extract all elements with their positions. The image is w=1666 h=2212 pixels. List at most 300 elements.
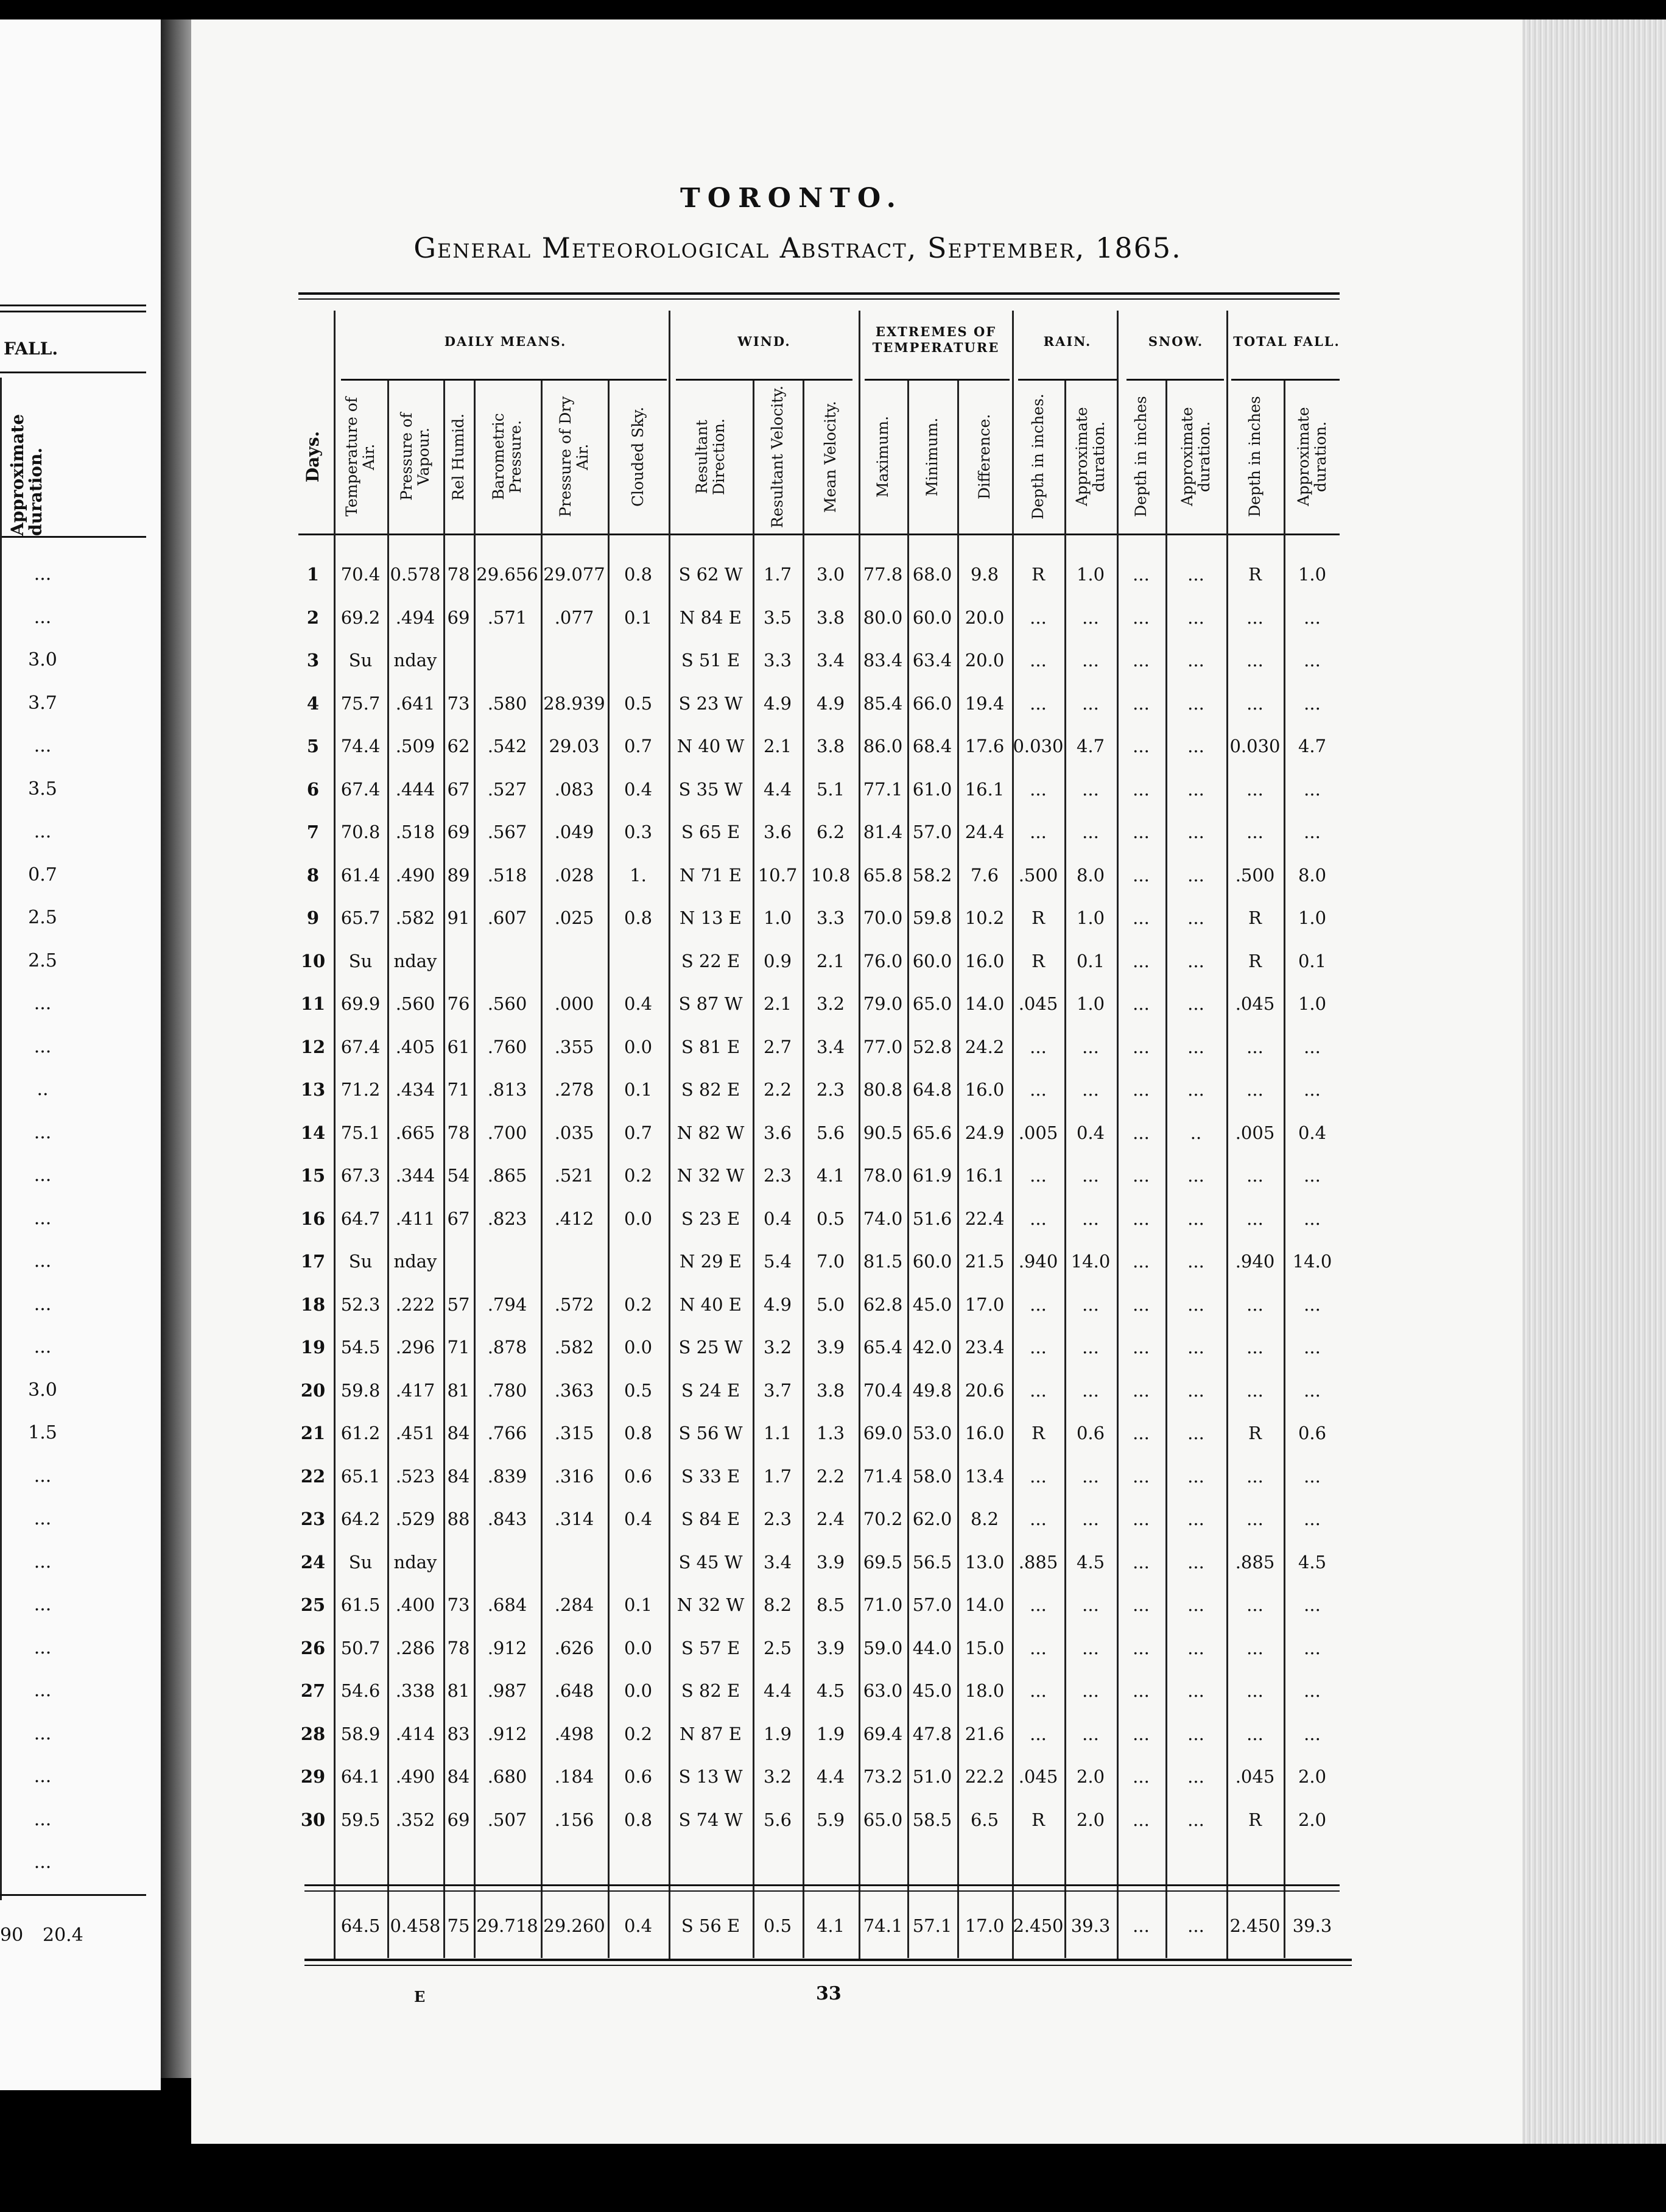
total-cell: 39.3 [1292, 1915, 1332, 1936]
table-cell: .509 [395, 736, 435, 756]
table-cell: 73.2 [863, 1766, 903, 1787]
total-cell: 2.450 [1013, 1915, 1064, 1936]
table-cell: .005 [1018, 1122, 1058, 1143]
table-cell: .684 [487, 1594, 527, 1615]
table-cell: 8.5 [816, 1594, 845, 1615]
table-cell: .344 [395, 1165, 435, 1186]
table-cell: ... [1133, 864, 1150, 886]
table-cell: 2.3 [816, 1079, 845, 1100]
table-cell: 76.0 [863, 950, 903, 971]
day-number: 22 [300, 1465, 326, 1487]
group-rain: RAIN. [1043, 334, 1092, 349]
table-cell: 64.2 [340, 1509, 381, 1529]
day-number: 13 [300, 1079, 326, 1100]
table-cell: 0.0 [624, 1036, 653, 1057]
table-cell: 0.6 [1076, 1423, 1105, 1443]
table-cell: 70.4 [863, 1379, 903, 1401]
table-cell: ... [1030, 1079, 1047, 1100]
table-cell: 0.4 [624, 993, 653, 1014]
table-cell: 14.0 [1070, 1251, 1111, 1272]
table-cell: ... [1082, 1509, 1099, 1529]
left-page-value: ... [33, 1465, 52, 1487]
table-cell: 77.1 [863, 778, 903, 800]
table-cell: 4.4 [763, 778, 792, 800]
table-cell: ... [1030, 1036, 1047, 1057]
table-cell: ... [1246, 1465, 1264, 1487]
table-cell: 81 [447, 1379, 470, 1401]
table-cell: S 62 W [678, 564, 743, 585]
table-cell: ... [1304, 1637, 1321, 1658]
table-cell: .885 [1235, 1551, 1275, 1573]
table-cell: 71.0 [863, 1594, 903, 1615]
page-title: TORONTO. [680, 183, 903, 214]
table-cell: 45.0 [912, 1294, 952, 1315]
table-cell: 62.0 [912, 1509, 952, 1529]
table-cell: ... [1133, 692, 1150, 714]
table-cell: 58.2 [912, 864, 952, 886]
table-cell: 3.9 [816, 1637, 845, 1658]
left-page-value: .. [37, 1079, 49, 1100]
table-cell: .518 [395, 822, 435, 842]
table-cell: .314 [554, 1509, 594, 1529]
column-header: Maximum. [874, 415, 891, 498]
table-cell: 3.6 [763, 822, 792, 842]
table-cell: 22.2 [965, 1766, 1005, 1787]
left-page-value: 2.5 [28, 949, 57, 971]
table-cell: 3.0 [816, 564, 845, 585]
table-cell: 67 [447, 778, 470, 800]
table-cell: 49.8 [912, 1379, 952, 1401]
table-cell: 76 [447, 993, 470, 1014]
table-cell: ... [1187, 1594, 1204, 1615]
table-cell: .885 [1018, 1551, 1058, 1573]
table-cell: 77.8 [863, 564, 903, 585]
table-cell: .451 [395, 1423, 435, 1443]
left-page-value: 1.5 [28, 1422, 57, 1443]
group-underline [1231, 379, 1340, 381]
left-page-value: 2.5 [28, 907, 57, 928]
day-number: 8 [306, 864, 320, 886]
group-underline [865, 379, 1010, 381]
table-cell: 14.0 [965, 1594, 1005, 1615]
table-cell: ... [1187, 1637, 1204, 1658]
table-cell: .411 [395, 1208, 435, 1229]
table-cell: Su [348, 950, 373, 971]
table-cell: .518 [487, 864, 527, 886]
table-cell: .940 [1235, 1251, 1275, 1272]
table-cell: 85.4 [863, 692, 903, 714]
table-cell: ... [1187, 907, 1204, 928]
table-cell: 58.5 [912, 1809, 952, 1830]
left-page-value: ... [33, 1336, 52, 1358]
table-cell: 52.8 [912, 1036, 952, 1057]
table-cell: ... [1133, 1594, 1150, 1615]
left-page-value: ... [33, 1250, 52, 1272]
total-cell: ... [1133, 1915, 1150, 1936]
table-cell: .045 [1235, 1766, 1275, 1787]
table-cell: 71.2 [340, 1079, 381, 1100]
table-cell: ... [1082, 1680, 1099, 1701]
table-cell: 61 [447, 1036, 470, 1057]
left-page-value: ... [33, 1636, 52, 1658]
table-cell: 70.8 [340, 822, 381, 842]
table-cell: ... [1187, 564, 1204, 585]
table-cell: ... [1082, 1637, 1099, 1658]
table-cell: .582 [554, 1337, 594, 1358]
table-cell: 2.0 [1076, 1766, 1105, 1787]
table-cell: 2.5 [763, 1637, 792, 1658]
table-cell: ... [1187, 864, 1204, 886]
column-header: Pressure of Dry Air. [557, 396, 591, 518]
group-underline [341, 379, 667, 381]
table-cell: .412 [554, 1208, 594, 1229]
table-cell: .940 [1018, 1251, 1058, 1272]
table-cell: 78.0 [863, 1165, 903, 1186]
table-cell: 62.8 [863, 1294, 903, 1315]
table-cell: ... [1133, 650, 1150, 671]
table-cell: ... [1030, 1165, 1047, 1186]
table-cell: 3.9 [816, 1337, 845, 1358]
table-cell: S 56 W [678, 1423, 743, 1443]
day-number: 12 [300, 1036, 326, 1057]
table-cell: ... [1187, 692, 1204, 714]
table-cell: .355 [554, 1036, 594, 1057]
table-cell: 17.6 [965, 736, 1005, 756]
table-cell: ... [1304, 607, 1321, 628]
left-page-value: ... [33, 1680, 52, 1701]
table-cell: 4.9 [763, 692, 792, 714]
table-cell: ... [1246, 1036, 1264, 1057]
table-cell: 3.2 [763, 1337, 792, 1358]
table-cell: ... [1187, 650, 1204, 671]
table-cell: ... [1187, 1036, 1204, 1057]
table-cell: 0.4 [624, 778, 653, 800]
table-cell: 0.8 [624, 1423, 653, 1443]
table-cell: N 32 W [677, 1165, 745, 1186]
column-header: Resultant Velocity. [768, 386, 786, 528]
table-cell: 45.0 [912, 1680, 952, 1701]
table-cell: 81.4 [863, 822, 903, 842]
table-cell: ... [1187, 736, 1204, 756]
table-cell: 61.2 [340, 1423, 381, 1443]
table-cell: 2.1 [763, 993, 792, 1014]
column-header: Temperature of Air. [343, 396, 378, 517]
left-page-rule [0, 1894, 146, 1896]
table-cell: ... [1030, 607, 1047, 628]
table-cell: 13.4 [965, 1465, 1005, 1487]
table-cell: 3.2 [763, 1766, 792, 1787]
table-cell: nday [393, 1551, 437, 1573]
table-cell: 16.1 [965, 778, 1005, 800]
table-cell: 59.8 [912, 907, 952, 928]
table-cell: .417 [395, 1379, 435, 1401]
table-cell: .760 [487, 1036, 527, 1057]
table-cell: 24.2 [965, 1036, 1005, 1057]
table-cell: ... [1304, 822, 1321, 842]
table-cell: ... [1030, 692, 1047, 714]
table-cell: ... [1133, 778, 1150, 800]
table-cell: S 45 W [678, 1551, 743, 1573]
table-cell: 0.1 [624, 1079, 653, 1100]
table-cell: 10.7 [757, 864, 798, 886]
table-cell: 0.2 [624, 1165, 653, 1186]
table-cell: .184 [554, 1766, 594, 1787]
table-cell: ... [1030, 1337, 1047, 1358]
table-cell: N 82 W [677, 1122, 745, 1143]
table-cell: 7.6 [970, 864, 999, 886]
table-cell: 9.8 [970, 564, 999, 585]
table-cell: .500 [1235, 864, 1275, 886]
total-cell: 4.1 [816, 1915, 845, 1936]
table-cell: .077 [554, 607, 594, 628]
table-cell: 60.0 [912, 950, 952, 971]
table-cell: ... [1082, 692, 1099, 714]
day-number: 1 [306, 564, 320, 585]
group-underline [1018, 379, 1118, 381]
table-cell: .490 [395, 1766, 435, 1787]
table-cell: 59.0 [863, 1637, 903, 1658]
table-cell: .049 [554, 822, 594, 842]
table-cell: N 32 W [677, 1594, 745, 1615]
left-page-value: ... [33, 563, 52, 585]
left-page-value: ... [33, 1035, 52, 1057]
table-cell: 0.8 [624, 564, 653, 585]
table-cell: .571 [487, 607, 527, 628]
left-page-value: ... [33, 606, 52, 628]
table-cell: 3.6 [763, 1122, 792, 1143]
group-underline [676, 379, 852, 381]
left-page-value: ... [33, 1551, 52, 1573]
column-header: Resultant Direction. [693, 418, 728, 495]
day-number: 26 [300, 1637, 326, 1658]
left-page-value: ... [33, 1164, 52, 1186]
table-cell: ... [1082, 1036, 1099, 1057]
table-cell: 0.1 [624, 1594, 653, 1615]
table-cell: ... [1082, 822, 1099, 842]
table-cell: 68.0 [912, 564, 952, 585]
table-cell: ... [1082, 650, 1099, 671]
table-cell: .626 [554, 1637, 594, 1658]
table-cell: .498 [554, 1723, 594, 1744]
table-cell: 16.0 [965, 1079, 1005, 1100]
table-cell: 69 [447, 607, 470, 628]
table-cell: 8.2 [970, 1509, 999, 1529]
table-cell: 6.2 [816, 822, 845, 842]
table-cell: 4.7 [1298, 736, 1327, 756]
table-cell: 64.1 [340, 1766, 381, 1787]
left-page-value: ... [33, 1851, 52, 1873]
table-cell: 13.0 [965, 1551, 1005, 1573]
table-cell: .665 [395, 1122, 435, 1143]
table-cell: 69.9 [340, 993, 381, 1014]
page-edge [1522, 19, 1666, 2144]
table-cell: 6.5 [970, 1809, 999, 1830]
day-number: 3 [306, 650, 320, 671]
table-cell: 66.0 [912, 692, 952, 714]
page-subtitle: General Meteorological Abstract, September, 1865. [413, 231, 1182, 264]
table-cell: 28.939 [543, 692, 605, 714]
table-cell: ... [1133, 993, 1150, 1014]
table-cell: 1.7 [763, 564, 792, 585]
table-cell: 67.4 [340, 1036, 381, 1057]
table-cell: .912 [487, 1637, 527, 1658]
table-cell: ... [1187, 1079, 1204, 1100]
table-cell: .278 [554, 1079, 594, 1100]
table-cell: ... [1030, 650, 1047, 671]
table-cell: S 22 E [681, 950, 740, 971]
table-cell: 3.8 [816, 1379, 845, 1401]
table-cell: 8.0 [1298, 864, 1327, 886]
table-cell: 0.030 [1013, 736, 1064, 756]
table-cell: 0.4 [763, 1208, 792, 1229]
table-cell: 24.4 [965, 822, 1005, 842]
table-cell: .507 [487, 1809, 527, 1830]
table-cell: ... [1246, 650, 1264, 671]
left-page-rule [0, 305, 146, 306]
table-cell: N 13 E [680, 907, 742, 928]
table-cell: 29.656 [476, 564, 538, 585]
table-cell: ... [1030, 1208, 1047, 1229]
table-cell: ... [1133, 1122, 1150, 1143]
day-number: 25 [300, 1594, 326, 1615]
table-cell: ... [1246, 1165, 1264, 1186]
table-cell: ... [1082, 1294, 1099, 1315]
table-cell: ... [1030, 778, 1047, 800]
table-cell: 2.2 [763, 1079, 792, 1100]
table-cell: 0.5 [624, 692, 653, 714]
table-cell: 61.4 [340, 864, 381, 886]
table-cell: N 84 E [680, 607, 742, 628]
day-number: 27 [300, 1680, 326, 1701]
table-cell: 3.4 [816, 1036, 845, 1057]
table-cell: ... [1304, 1680, 1321, 1701]
table-cell: 1.0 [1298, 993, 1327, 1014]
table-cell: R [1032, 950, 1045, 971]
table-cell: S 82 E [681, 1680, 740, 1701]
left-page-total-prev: 90 [0, 1925, 24, 1946]
table-cell: N 71 E [680, 864, 742, 886]
table-cell: ... [1304, 1337, 1321, 1358]
table-cell: ... [1187, 1680, 1204, 1701]
table-cell: 1. [630, 864, 647, 886]
table-cell: ... [1082, 1079, 1099, 1100]
table-cell: 61.0 [912, 778, 952, 800]
table-cell: .912 [487, 1723, 527, 1744]
column-header: Pressure of Vapour. [398, 412, 432, 501]
left-page-value: ... [33, 735, 52, 756]
table-cell: ... [1304, 650, 1321, 671]
day-number: 19 [300, 1337, 326, 1358]
table-cell: 1.1 [763, 1423, 792, 1443]
table-cell: .607 [487, 907, 527, 928]
table-cell: .500 [1018, 864, 1058, 886]
table-cell: 75.7 [340, 692, 381, 714]
table-cell: .444 [395, 778, 435, 800]
table-cell: 61.5 [340, 1594, 381, 1615]
table-cell: S 25 W [678, 1337, 743, 1358]
table-cell: .414 [395, 1723, 435, 1744]
table-cell: 86.0 [863, 736, 903, 756]
table-cell: ... [1246, 1723, 1264, 1744]
table-cell: ... [1246, 1594, 1264, 1615]
table-cell: 0.4 [1298, 1122, 1327, 1143]
table-cell: 65.7 [340, 907, 381, 928]
day-number: 29 [300, 1766, 326, 1787]
table-cell: ... [1133, 1551, 1150, 1573]
table-cell: .035 [554, 1122, 594, 1143]
left-page-value: ... [33, 1207, 52, 1229]
table-cell: ... [1246, 607, 1264, 628]
table-cell: 1.0 [1076, 993, 1105, 1014]
table-cell: ... [1133, 1423, 1150, 1443]
table-cell: ... [1133, 1294, 1150, 1315]
table-cell: ... [1304, 1723, 1321, 1744]
table-cell: N 29 E [680, 1251, 742, 1272]
day-number: 20 [300, 1379, 326, 1401]
group-total-fall: TOTAL FALL. [1233, 334, 1340, 349]
table-cell: nday [393, 1251, 437, 1272]
table-cell: ... [1133, 1036, 1150, 1057]
column-header: Barometric Pressure. [490, 413, 524, 501]
table-cell: ... [1304, 1509, 1321, 1529]
table-cell: .400 [395, 1594, 435, 1615]
table-cell: 47.8 [912, 1723, 952, 1744]
table-cell: R [1248, 1809, 1262, 1830]
table-cell: 20.6 [965, 1379, 1005, 1401]
day-number: 30 [300, 1809, 326, 1830]
table-cell: 61.9 [912, 1165, 952, 1186]
table-cell: ... [1133, 736, 1150, 756]
table-cell: R [1032, 564, 1045, 585]
table-cell: 42.0 [912, 1337, 952, 1358]
table-cell: S 51 E [681, 650, 740, 671]
table-cell: 67.3 [340, 1165, 381, 1186]
left-page-value: ... [33, 993, 52, 1014]
table-cell: 57 [447, 1294, 470, 1315]
table-cell: 57.0 [912, 1594, 952, 1615]
table-cell: .028 [554, 864, 594, 886]
table-cell: 16.0 [965, 1423, 1005, 1443]
table-cell: .045 [1235, 993, 1275, 1014]
table-cell: ... [1082, 1465, 1099, 1487]
table-cell: ... [1133, 1251, 1150, 1272]
table-cell: 7.0 [816, 1251, 845, 1272]
table-cell: S 84 E [681, 1509, 740, 1529]
table-cell: ... [1082, 1165, 1099, 1186]
table-cell: ... [1133, 564, 1150, 585]
table-cell: 88 [447, 1509, 470, 1529]
table-cell: ... [1246, 1680, 1264, 1701]
table-cell: 60.0 [912, 1251, 952, 1272]
table-cell: R [1248, 950, 1262, 971]
table-cell: 54 [447, 1165, 470, 1186]
day-number: 21 [300, 1423, 326, 1443]
table-cell: .222 [395, 1294, 435, 1315]
table-cell: .338 [395, 1680, 435, 1701]
table-cell: 70.4 [340, 564, 381, 585]
table-cell: 69.2 [340, 607, 381, 628]
table-cell: ... [1304, 1294, 1321, 1315]
table-cell: ... [1304, 1594, 1321, 1615]
column-header: Depth in inches. [1029, 393, 1047, 520]
day-number: 4 [306, 692, 320, 714]
table-cell: S 23 E [681, 1208, 740, 1229]
table-cell: .523 [395, 1465, 435, 1487]
table-cell: 4.4 [763, 1680, 792, 1701]
table-cell: N 40 E [680, 1294, 742, 1315]
total-cell: 29.718 [476, 1915, 538, 1936]
table-cell: ... [1030, 1594, 1047, 1615]
